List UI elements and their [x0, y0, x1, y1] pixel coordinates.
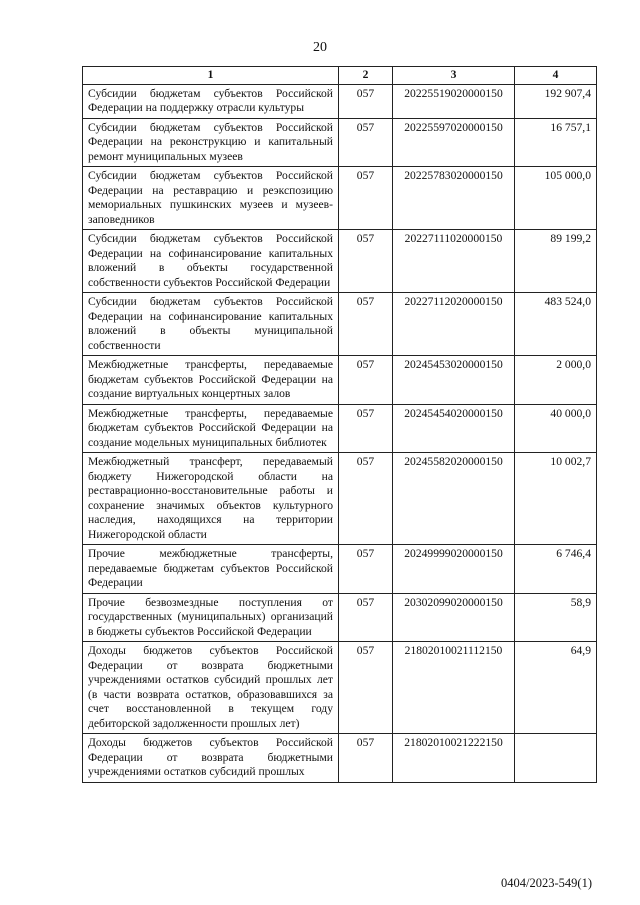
- budget-classification-code: 21802010021222150: [393, 734, 515, 783]
- amount: 483 524,0: [515, 293, 597, 356]
- admin-code: 057: [339, 167, 393, 230]
- admin-code: 057: [339, 84, 393, 118]
- admin-code: 057: [339, 230, 393, 293]
- amount: 40 000,0: [515, 404, 597, 453]
- income-name: Доходы бюджетов субъектов Российской Федерации от возврата бюджетными учреждениями остатков субсидий прошлых лет (в части возврата остатков, образовавшихся за счет восстановленной в текущем году дебиторской задолженности прошлых лет): [83, 642, 339, 734]
- budget-classification-code: 20245454020000150: [393, 404, 515, 453]
- admin-code: 057: [339, 293, 393, 356]
- table-row: [83, 642, 597, 734]
- admin-code: 057: [339, 356, 393, 405]
- table-row: [83, 230, 597, 293]
- admin-code: 057: [339, 404, 393, 453]
- amount: 6 746,4: [515, 545, 597, 594]
- column-header: 4: [515, 67, 597, 85]
- budget-classification-code: 20245453020000150: [393, 356, 515, 405]
- table-row: [83, 453, 597, 545]
- amount: 192 907,4: [515, 84, 597, 118]
- admin-code: 057: [339, 118, 393, 167]
- income-name: Субсидии бюджетам субъектов Российской Федерации на софинансирование капитальных вложений в объекты муниципальной собственности: [83, 293, 339, 356]
- budget-classification-code: 20225519020000150: [393, 84, 515, 118]
- amount: 2 000,0: [515, 356, 597, 405]
- amount: 16 757,1: [515, 118, 597, 167]
- amount: 89 199,2: [515, 230, 597, 293]
- budget-classification-code: 21802010021112150: [393, 642, 515, 734]
- amount: 58,9: [515, 593, 597, 642]
- amount: 105 000,0: [515, 167, 597, 230]
- income-name: Прочие межбюджетные трансферты, передаваемые бюджетам субъектов Российской Федерации: [83, 545, 339, 594]
- income-name: Субсидии бюджетам субъектов Российской Федерации на реставрацию и реэкспозицию мемориальных пушкинских музеев и музеев-заповедников: [83, 167, 339, 230]
- column-header: 3: [393, 67, 515, 85]
- budget-classification-code: 20225597020000150: [393, 118, 515, 167]
- table-row: [83, 734, 597, 783]
- table-row: [83, 118, 597, 167]
- admin-code: 057: [339, 453, 393, 545]
- amount: 10 002,7: [515, 453, 597, 545]
- column-header: 2: [339, 67, 393, 85]
- income-name: Субсидии бюджетам субъектов Российской Федерации на поддержку отрасли культуры: [83, 84, 339, 118]
- amount: [515, 734, 597, 783]
- table-header-row: [83, 67, 597, 85]
- budget-classification-code: 20249999020000150: [393, 545, 515, 594]
- income-name: Субсидии бюджетам субъектов Российской Федерации на софинансирование капитальных вложений в объекты государственной собственности субъектов Российской Федерации: [83, 230, 339, 293]
- table-row: [83, 84, 597, 118]
- income-name: Межбюджетные трансферты, передаваемые бюджетам субъектов Российской Федерации на создание виртуальных концертных залов: [83, 356, 339, 405]
- income-name: Доходы бюджетов субъектов Российской Федерации от возврата бюджетными учреждениями остатков субсидий прошлых: [83, 734, 339, 783]
- budget-classification-code: 20245582020000150: [393, 453, 515, 545]
- budget-classification-code: 20227112020000150: [393, 293, 515, 356]
- table-row: [83, 593, 597, 642]
- admin-code: 057: [339, 593, 393, 642]
- income-name: Прочие безвозмездные поступления от государственных (муниципальных) организаций в бюджеты субъектов Российской Федерации: [83, 593, 339, 642]
- income-name: Субсидии бюджетам субъектов Российской Федерации на реконструкцию и капитальный ремонт муниципальных музеев: [83, 118, 339, 167]
- budget-classification-code: 20302099020000150: [393, 593, 515, 642]
- revenue-table: [82, 66, 597, 783]
- document-code-footer: 0404/2023-549(1): [501, 876, 592, 890]
- column-header: 1: [83, 67, 339, 85]
- table-row: [83, 404, 597, 453]
- table-row: [83, 167, 597, 230]
- page-number: 20: [313, 40, 327, 55]
- table-row: [83, 545, 597, 594]
- budget-classification-code: 20225783020000150: [393, 167, 515, 230]
- admin-code: 057: [339, 734, 393, 783]
- income-name: Межбюджетный трансферт, передаваемый бюджету Нижегородской области на реставрационно-восстановительные работы и сохранение значимых объектов культурного наследия, находящихся на территории Нижегородской области: [83, 453, 339, 545]
- amount: 64,9: [515, 642, 597, 734]
- table-row: [83, 356, 597, 405]
- table-row: [83, 293, 597, 356]
- income-name: Межбюджетные трансферты, передаваемые бюджетам субъектов Российской Федерации на создание модельных муниципальных библиотек: [83, 404, 339, 453]
- admin-code: 057: [339, 642, 393, 734]
- budget-classification-code: 20227111020000150: [393, 230, 515, 293]
- admin-code: 057: [339, 545, 393, 594]
